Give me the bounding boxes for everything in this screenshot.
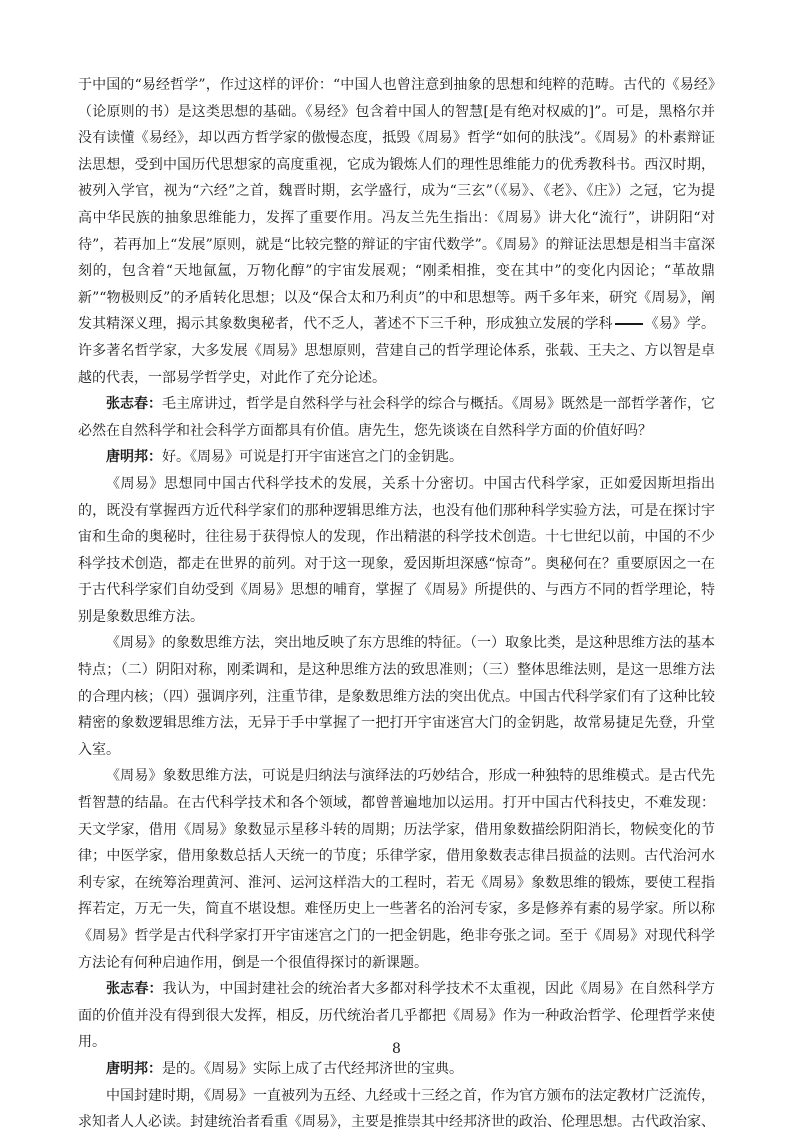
page-number: 8: [392, 1041, 401, 1057]
dialogue-text: 毛主席讲过，哲学是自然科学与社会科学的综合与概括。《周易》既然是一部哲学著作，它必然在自然科学和社会科学方面都具有价值。唐先生，您先谈谈在自然科学方面的价值好吗？: [78, 396, 715, 439]
dialogue-paragraph: [78, 391, 715, 444]
speaker-label: 唐明邦：: [106, 1060, 162, 1077]
dialogue-text: 好。《周易》可说是打开宇宙迷宫之门的金钥匙。: [162, 449, 463, 466]
paragraph: 《周易》的象数思维方法，突出地反映了东方思维的特征。（一）取象比类，是这种思维方法的基本特点；（二）阴阳对称，刚柔调和，是这种思维方法的致思准则；（三）整体思维法则，是这一思维方法的合理内核；（四）强调序列，注重节律，是象数思维方法的突出优点。中国古代科学家们有了这种比较精密的象数逻辑思维方法，无异于手中掌握了一把打开宇宙迷宫大门的金钥匙，故常易捷足先登，升堂入室。: [78, 635, 715, 758]
dialogue-text: 是的。《周易》实际上成了古代经邦济世的宝典。: [162, 1060, 463, 1077]
speaker-label: 张志春：: [106, 981, 163, 998]
paragraph: 《周易》象数思维方法，可说是归纳法与演绎法的巧妙结合，形成一种独特的思维模式。是古代先哲智慧的结晶。在古代科学技术和各个领域，都曾普遍地加以运用。打开中国古代科技史，不难发现：天文学家，借用《周易》象数显示星移斗转的周期；历法学家，借用象数描绘阴阳消长，物候变化的节律；中医学家，借用象数总括人天统一的节度；乐律学家，借用象数表志律吕损益的法则。古代治河水利专家，在统筹治理黄河、淮河、运河这样浩大的工程时，若无《周易》象数思维的锻炼，要使工程指挥若定，万无一失，简直不堪设想。难怪历史上一些著名的治河专家，多是修养有素的易学家。所以称《周易》哲学是古代科学家打开宇宙迷宫之门的一把金钥匙，绝非夸张之词。至于《周易》对现代科学方法论有何种启迪作用，倒是一个很值得探讨的新课题。: [78, 768, 715, 971]
dialogue-paragraph: [78, 444, 715, 471]
paragraph: 《周易》思想同中国古代科学技术的发展，关系十分密切。中国古代科学家，正如爱因斯坦指出的，既没有掌握西方近代科学家们的那种逻辑思维方法，也没有他们那种科学实验方法，可是在探讨宇宙和生命的奥秘时，往往易于获得惊人的发现，作出精湛的科学技术创造。十七世纪以前，中国的不少科学技术创造，都走在世界的前列。对于这一现象，爱因斯坦深感“惊奇”。奥秘何在？重要原因之一在于古代科学家们自幼受到《周易》思想的哺育，掌握了《周易》所提供的、与西方不同的哲学理论，特别是象数思维方法。: [78, 475, 715, 625]
speaker-label: 唐明邦：: [106, 449, 162, 466]
paragraph: [78, 72, 715, 391]
paragraph-text: 于中国的“易经哲学”，作过这样的评价：“中国人也曾注意到抽象的思想和纯粹的范畴。古代的《易经》（论原则的书）是这类思想的基础。《易经》包含着中国人的智慧[是有绝对权威的]”。可是，黑格尔并没有读懂《易经》，却以西方哲学家的傲慢态度，抵毁《周易》哲学“如何的肤浅”。《周易》的朴素辩证法思想，受到中国历代思想家的高度重视，它成为锻炼人们的理性思维能力的优秀教科书。西汉时期，被列入学官，视为“六经”之首，魏晋时期，玄学盛行，成为“三玄”（《易》、《老》、《庄》）之冠，它为提高中华民族的抽象思维能力，发挥了重要作用。冯友兰先生指出：《周易》讲大化“流行”，讲阴阳“对待”，若再加上“发展”原则，就是“比较完整的辩证的宇宙代数学”。《周易》的辩证法思想是相当丰富深刻的，包含着“天地氤氲，万物化醇”的宇宙发展观；“刚柔相推，变在其中”的变化内因论；“革故鼎新”“物极则反”的矛盾转化思想；以及“保合太和乃利贞”的中和思想等。两千多年来，研究《周易》，阐发其精深义理，揭示其象数奥秘者，代不乏人，著述不下三千种，形成独立发展的学科: [78, 77, 715, 333]
page-body: [78, 72, 715, 1136]
dialogue-text: 我认为，中国封建社会的统治者大多都对科学技术不太重视，因此《周易》在自然科学方面的价值并没有得到很大发挥，相反，历代统治者几乎都把《周易》作为一种政治哲学、伦理哲学来使用。: [78, 981, 716, 1051]
dialogue-paragraph: [78, 1056, 715, 1083]
speaker-label: 张志春：: [106, 396, 162, 413]
paragraph: 中国封建时期，《周易》一直被列为五经、九经或十三经之首，作为官方颁布的法定教材广泛流传，求知者人人必读。封建统治者看重《周易》，主要是推崇其中经邦济世的政治、伦理思想。古代政治家、: [78, 1087, 715, 1131]
em-dash: [615, 323, 643, 325]
paragraph-text: 《易》学。许多著名哲学家，大多发展《周易》思想原则，营建自己的哲学理论体系，张载、王夫之、方以智是卓越的代表，一部易学哲学史，对此作了充分论述。: [78, 316, 716, 386]
